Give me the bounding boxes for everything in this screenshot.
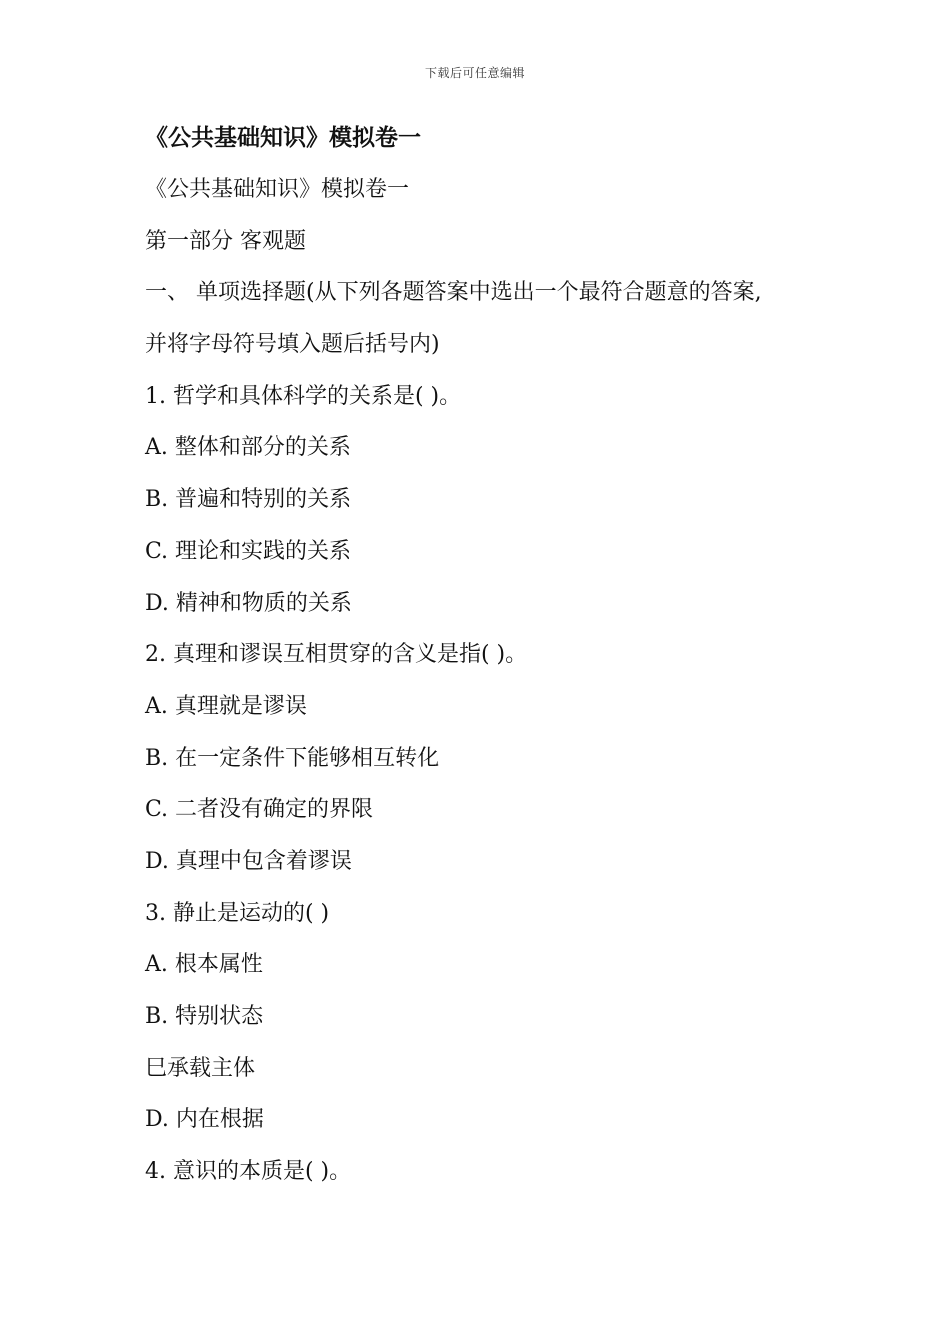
document-body: [145, 112, 845, 1198]
instruction-line: 并将字母符号填入题后括号内): [145, 332, 440, 358]
question-3-option-b: B. 特别状态: [145, 1004, 264, 1029]
section-heading: 第一部分 客观题: [145, 228, 306, 254]
question-3-option-d: D. 内在根据: [145, 1107, 264, 1133]
question-1-option-b: B. 普遍和特别的关系: [145, 487, 352, 513]
question-1-option-d: D. 精神和物质的关系: [145, 590, 352, 616]
question-2-option-d: D. 真理中包含着谬误: [145, 848, 352, 874]
question-2: 2. 真理和谬误互相贯穿的含义是指( )。: [145, 642, 528, 668]
subtitle-line: 《公共基础知识》模拟卷一: [145, 177, 410, 202]
question-1-option-c: C. 理论和实践的关系: [145, 538, 352, 564]
question-1: 1. 哲学和具体科学的关系是( )。: [145, 383, 462, 409]
question-2-option-c: C. 二者没有确定的界限: [145, 797, 374, 823]
question-1-option-a: A. 整体和部分的关系: [145, 435, 351, 461]
instruction-line: 一、 单项选择题(从下列各题答案中选出一个最符合题意的答案,: [145, 280, 762, 306]
question-3-option-a: A. 根本属性: [145, 952, 263, 978]
page-header: 下载后可任意编辑: [424, 66, 525, 80]
question-2-option-a: A. 真理就是谬误: [145, 693, 307, 719]
question-4: 4. 意识的本质是( )。: [145, 1159, 352, 1185]
question-2-option-b: B. 在一定条件下能够相互转化: [145, 745, 440, 771]
document-title: 《公共基础知识》模拟卷一: [145, 124, 421, 151]
question-3-option-c: 巳承载主体: [145, 1055, 256, 1081]
question-3: 3. 静止是运动的( ): [145, 900, 330, 926]
